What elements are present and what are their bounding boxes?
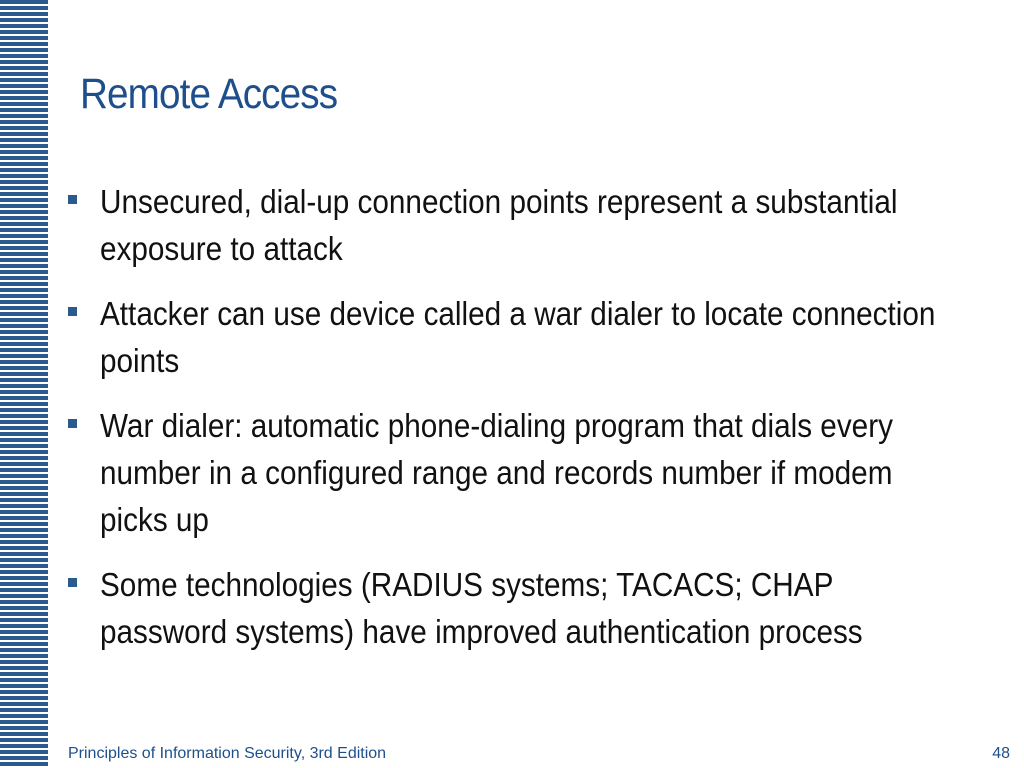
square-bullet-icon: [68, 578, 77, 587]
bullet-item: [62, 178, 962, 272]
footer-course-title: Principles of Information Security, 3rd Edition: [68, 745, 387, 762]
bullet-item: [62, 290, 962, 384]
bullet-text: War dialer: automatic phone-dialing program that dials every number in a configured range and records number if modem picks up: [100, 407, 893, 538]
bullet-item: [62, 561, 962, 655]
square-bullet-icon: [68, 419, 77, 428]
footer-page-number: 48: [992, 745, 1010, 762]
bullet-text: Some technologies (RADIUS systems; TACACS; CHAP password systems) have improved authentication process: [100, 566, 863, 650]
slide-title: Remote Access: [80, 70, 338, 118]
decorative-stripe-bar: [0, 0, 48, 768]
square-bullet-icon: [68, 307, 77, 316]
bullet-list: [62, 178, 962, 673]
bullet-text: Unsecured, dial-up connection points represent a substantial exposure to attack: [100, 183, 898, 267]
bullet-text: Attacker can use device called a war dialer to locate connection points: [100, 295, 936, 379]
bullet-item: [62, 402, 962, 543]
square-bullet-icon: [68, 195, 77, 204]
